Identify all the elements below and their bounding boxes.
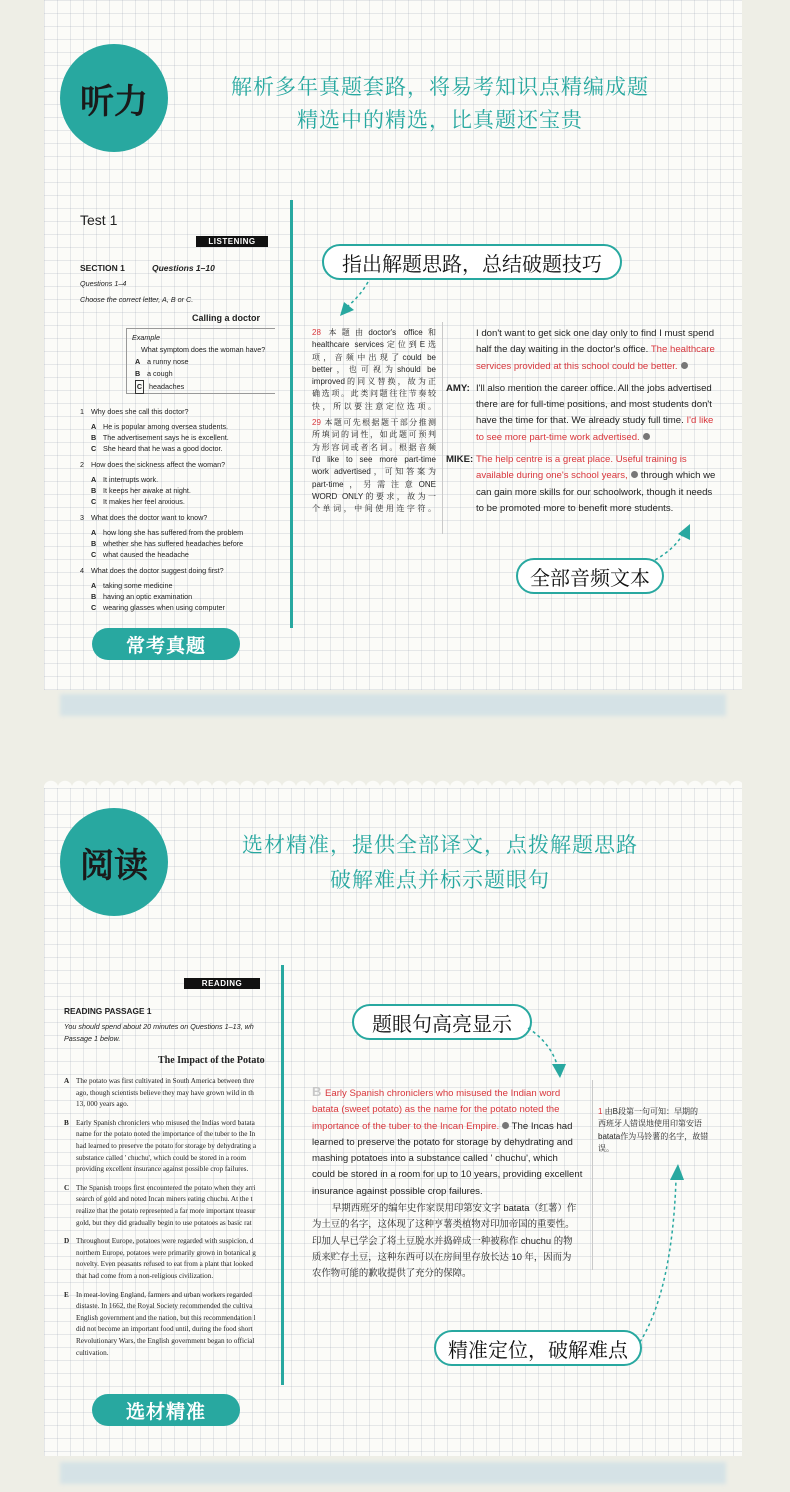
plain-text: I'll also mention the career office. All the jobs advertised bbox=[476, 382, 712, 394]
note-text: WORD ONLY的要求，故为一 bbox=[312, 491, 436, 501]
option-letter: C bbox=[135, 380, 144, 394]
instructions: Choose the correct letter, A, B or C. bbox=[80, 295, 194, 304]
question-number: 4 bbox=[80, 566, 84, 575]
option-text: headaches bbox=[147, 382, 185, 391]
option-letter: A bbox=[91, 475, 97, 484]
translation-line: could be stored in a room for up to 10 years, providing excellent bbox=[312, 1169, 583, 1181]
note-text: 由B段第一句可知：早期的 bbox=[604, 1107, 699, 1116]
option-letter: C bbox=[91, 444, 97, 453]
question-text: How does the sickness affect the woman? bbox=[91, 460, 226, 469]
para-line: In meat-loving England, farmers and urban workers regarded bbox=[76, 1290, 253, 1299]
note-text: 本题可先根据题干部分推测 bbox=[324, 418, 436, 428]
reading-heading-2: 破解难点并标示题眼句 bbox=[330, 869, 550, 892]
translation-zh: 印加人早已学会了将土豆脱水并捣碎成一种被称作 chuchu 的物 bbox=[312, 1234, 573, 1246]
translation-line: mashing potatoes into a substance called ' chuchu', which bbox=[312, 1153, 558, 1165]
reading-band: READING bbox=[184, 978, 260, 989]
listening-heading-2: 精选中的精选，比真题还宝贵 bbox=[297, 109, 583, 132]
paper-title: Calling a doctor bbox=[192, 313, 261, 323]
tip-bubble-transcript: 全部音频文本 bbox=[516, 558, 664, 594]
question-text: What does the doctor want to know? bbox=[91, 513, 208, 522]
tip-bubble-highlight: 题眼句高亮显示 bbox=[352, 1004, 532, 1040]
plain-text: half the day waiting in the doctor's office. bbox=[476, 344, 651, 356]
highlight-text: importance of the tuber to the Incan Empire. bbox=[312, 1120, 500, 1132]
plain-text: there are for full-time positions, and most students don't bbox=[476, 399, 712, 411]
questions-range: Questions 1–10 bbox=[152, 263, 215, 273]
highlight-text: I'd like bbox=[686, 415, 714, 427]
para-line: realize that the potato represented a far more important treasur bbox=[76, 1207, 256, 1215]
option-text: whether she has suffered headaches before bbox=[101, 539, 244, 548]
passage-title: READING PASSAGE 1 bbox=[64, 1006, 152, 1016]
option-letter: C bbox=[91, 497, 97, 506]
passage-instr-2: Passage 1 below. bbox=[64, 1034, 121, 1043]
para-letter: E bbox=[64, 1290, 69, 1299]
para-line: substance called ' chuchu', which could be stored in a room bbox=[76, 1153, 247, 1162]
option-text: It interrupts work. bbox=[101, 475, 159, 484]
plain-text: can gain more skills for our schoolwork, though it needs bbox=[476, 486, 713, 498]
option-letter: B bbox=[91, 539, 97, 548]
option-text: It keeps her awake at night. bbox=[101, 486, 191, 495]
option-text: what caused the headache bbox=[101, 550, 189, 559]
para-line: cultivation. bbox=[76, 1348, 109, 1357]
para-line: distaste. In 1662, the Royal Society recommended the cultiva bbox=[76, 1302, 253, 1311]
plain-text: to be promoted more to benefit more students. bbox=[476, 502, 674, 514]
translation-zh: 质来贮存土豆，这种东西可以在房间里存放长达 10 年，因而为 bbox=[312, 1250, 572, 1262]
para-line: Throughout Europe, potatoes were regarded with suspicion, d bbox=[76, 1237, 254, 1246]
option-letter: B bbox=[91, 486, 97, 495]
speaker: MIKE: bbox=[446, 454, 474, 466]
para-line: The Spanish troops first encountered the potato when they arri bbox=[76, 1183, 256, 1192]
note-text: 项，音频中出现了could be bbox=[312, 352, 436, 362]
option-text: a cough bbox=[145, 369, 173, 378]
para-line: name for the potato noted the importance of the tuber to the In bbox=[76, 1130, 256, 1139]
option-letter: A bbox=[135, 357, 141, 366]
note-text: 西班牙人错误地使用印第安语 bbox=[598, 1119, 702, 1129]
para-line: Early Spanish chroniclers who misused the Indias word batata bbox=[76, 1118, 255, 1127]
translation-zh: 为土豆的名字，这体现了这种亨薯类植物对印加帝国的重要性。 bbox=[312, 1218, 575, 1230]
option-letter: A bbox=[91, 528, 97, 537]
highlight-text: The healthcare bbox=[650, 344, 715, 356]
para-line: that had come from a non-religious civilization. bbox=[76, 1272, 214, 1280]
plain-text: I don't want to get sick one day only to find I must spend bbox=[476, 328, 715, 339]
para-line: had learned to preserve the potato for storage by dehydrating a bbox=[76, 1142, 257, 1150]
option-letter: A bbox=[91, 581, 97, 590]
note-number: 29 bbox=[312, 418, 325, 428]
reading-badge: 阅读 bbox=[60, 808, 168, 916]
option-text: having an optic examination bbox=[101, 592, 193, 601]
option-text: It makes her feel anxious. bbox=[101, 497, 185, 506]
highlight-text: Early Spanish chroniclers who misused the Indian word bbox=[325, 1088, 561, 1099]
note-number: 1 bbox=[598, 1107, 605, 1116]
option-letter: B bbox=[135, 369, 141, 378]
para-line: 13, 000 years ago. bbox=[76, 1100, 129, 1109]
question-text: Why does she call this doctor? bbox=[91, 407, 189, 416]
note-text: 为形容词或者名词。根据音频 bbox=[312, 442, 436, 452]
translation-zh: 农作物可能的歉收提供了充分的保障。 bbox=[312, 1267, 472, 1279]
highlight-text: available during one's school years, bbox=[476, 470, 628, 482]
para-line: The potato was first cultivated in South America between thre bbox=[76, 1077, 255, 1085]
option-text: how long she has suffered from the problem bbox=[101, 528, 244, 537]
note-text: 个单词，中间使用连字符。 bbox=[312, 504, 436, 514]
para-line: providing excellent insurance against possible crop failures. bbox=[76, 1165, 249, 1174]
note-text: improved的同义替换，故为正 bbox=[312, 377, 436, 387]
tip-bubble-strategy: 指出解题思路，总结破题技巧 bbox=[322, 244, 622, 280]
para-line: Revolutionary Wars, the English government began to official bbox=[76, 1337, 255, 1345]
question-text: What does the doctor suggest doing first? bbox=[91, 566, 224, 575]
highlight-text: services provided at this school could be better. bbox=[476, 360, 678, 372]
option-letter: C bbox=[91, 603, 97, 612]
example-question: What symptom does the woman have? bbox=[141, 345, 266, 354]
passage-instr-1: You should spend about 20 minutes on Questions 1–13, wh bbox=[64, 1022, 254, 1031]
highlight-text: to see more part-time work advertised. bbox=[476, 431, 640, 443]
option-text: taking some medicine bbox=[101, 581, 173, 590]
test-title: Test 1 bbox=[80, 212, 118, 228]
listening-band: LISTENING bbox=[196, 236, 268, 247]
option-text: The advertisement says he is excellent. bbox=[101, 433, 229, 442]
option-text: He is popular among oversea students. bbox=[101, 422, 229, 431]
note-text: part-time，另需注意ONE bbox=[312, 479, 436, 489]
option-letter: B bbox=[91, 592, 97, 601]
translation-zh: 早期西班牙的编年史作家误用印第安文字 batata（红薯）作 bbox=[332, 1202, 577, 1214]
note-text: 快，所以要注意定位选项。 bbox=[312, 401, 436, 411]
para-line: gold, but they did gradually begin to use potatoes as basic rat bbox=[76, 1218, 252, 1227]
para-line: English government and the nation, but this recommendation l bbox=[76, 1313, 256, 1322]
para-letter: B bbox=[312, 1084, 325, 1099]
note-text: 确选项。此类问题往往节奏较 bbox=[312, 389, 436, 399]
listening-badge: 听力 bbox=[60, 44, 168, 152]
listening-pill: 常考真题 bbox=[92, 628, 240, 660]
reading-heading-1: 选材精准，提供全部译文，点拨解题思路 bbox=[242, 834, 638, 857]
plain-text: through which we bbox=[640, 470, 716, 482]
option-text: a runny nose bbox=[145, 357, 189, 366]
sub-range: Questions 1–4 bbox=[80, 279, 127, 288]
para-letter: D bbox=[64, 1237, 70, 1246]
para-line: did not become an important food until, during the food short bbox=[76, 1325, 253, 1334]
listening-heading-1: 解析多年真题套路，将易考知识点精编成题 bbox=[231, 76, 649, 99]
note-text: better，也可视为should be bbox=[312, 364, 436, 374]
option-text: She heard that he was a good doctor. bbox=[101, 444, 223, 453]
question-number: 1 bbox=[80, 407, 84, 416]
translation-line: insurance against possible crop failures. bbox=[312, 1185, 483, 1197]
tip-bubble-locate: 精准定位，破解难点 bbox=[434, 1330, 642, 1366]
para-letter: A bbox=[64, 1077, 70, 1085]
option-text: wearing glasses when using computer bbox=[101, 603, 225, 612]
note-text: 本题由doctor's office和 bbox=[328, 328, 436, 337]
para-line: search of gold and noted Incan miners eating chuchu. At the t bbox=[76, 1195, 253, 1204]
note-text: I'd like to see more part-time bbox=[312, 454, 436, 464]
note-text: 所填词的词性，如此题可预判 bbox=[312, 430, 436, 440]
note-text: batata作为马铃薯的名字，故错 bbox=[598, 1131, 709, 1141]
example-label: Example bbox=[132, 333, 160, 342]
note-text: healthcare services定位到E选 bbox=[312, 340, 436, 350]
plain-text: have the time for that. We already study full time. bbox=[476, 415, 687, 427]
note-number: 28 bbox=[312, 328, 329, 337]
reading-pill: 选材精准 bbox=[92, 1394, 240, 1426]
highlight-text: The help centre is a great place. Useful training is bbox=[476, 454, 687, 466]
question-number: 3 bbox=[80, 513, 84, 522]
para-line: novelty. Even peasants refused to eat from a plant that looked bbox=[76, 1260, 253, 1269]
option-letter: B bbox=[91, 433, 97, 442]
section-label: SECTION 1 bbox=[80, 263, 125, 273]
para-line: ago, though scientists believe they may have grown wild in th bbox=[76, 1088, 254, 1097]
plain-text: The Incas had bbox=[509, 1120, 573, 1132]
para-line: northern Europe, potatoes were primarily grown in botanical g bbox=[76, 1248, 256, 1257]
highlight-text: batata (sweet potato) as the name for the potato noted the bbox=[312, 1104, 560, 1116]
option-letter: C bbox=[91, 550, 97, 559]
note-text: work advertised，可知答案为 bbox=[312, 467, 436, 477]
option-letter: A bbox=[91, 422, 97, 431]
question-number: 2 bbox=[80, 460, 84, 469]
para-letter: C bbox=[64, 1183, 70, 1192]
note-text: 误。 bbox=[598, 1143, 614, 1153]
speaker: AMY: bbox=[446, 382, 470, 394]
passage-heading: The Impact of the Potato bbox=[158, 1055, 265, 1066]
translation-line: learned to preserve the potato for storage by dehydrating and bbox=[312, 1136, 573, 1148]
para-letter: B bbox=[64, 1118, 69, 1127]
